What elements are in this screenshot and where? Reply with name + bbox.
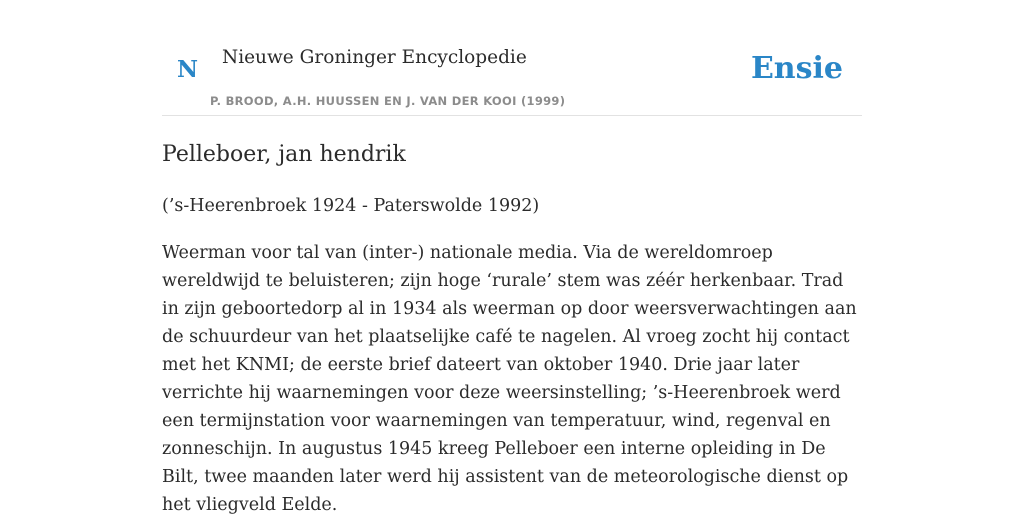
page-container [162,0,862,515]
book-authors: P. BROOD, A.H. HUUSSEN EN J. VAN DER KOOI (1999) [210,94,566,108]
encyclopedia-logo[interactable]: N [177,56,199,83]
encyclopedia-header [162,0,862,116]
entry-subtitle: (’s-Heerenbroek 1924 - Paterswolde 1992) [162,196,540,216]
entry-body: Weerman voor tal van (inter-) nationale media. Via de wereldomroep wereldwijd te beluisteren; zijn hoge ‘rurale’ stem was zéér herkenbaar. Trad in zijn geboortedorp al in 1934 als weerman op door weersverwachtingen aan de schuurdeur van het plaatselijke café te nagelen. Al vroeg zocht hij contact met het KNMI; de eerste brief dateert van oktober 1940. Drie jaar later verrichte hij waarnemingen voor deze weersinstelling; ’s-Heerenbroek werd een termijnstation voor waarnemingen van temperatuur, wind, regenval en zonneschijn. In augustus 1945 kreeg Pelleboer een interne opleiding in De Bilt, twee maanden later werd hij assistent van de meteorologische dienst op het vliegveld Eelde. [162,243,857,515]
book-title[interactable]: Nieuwe Groninger Encyclopedie [222,47,527,68]
entry-title: Pelleboer, jan hendrik [162,142,406,167]
brand-logo[interactable]: Ensie [750,51,843,86]
